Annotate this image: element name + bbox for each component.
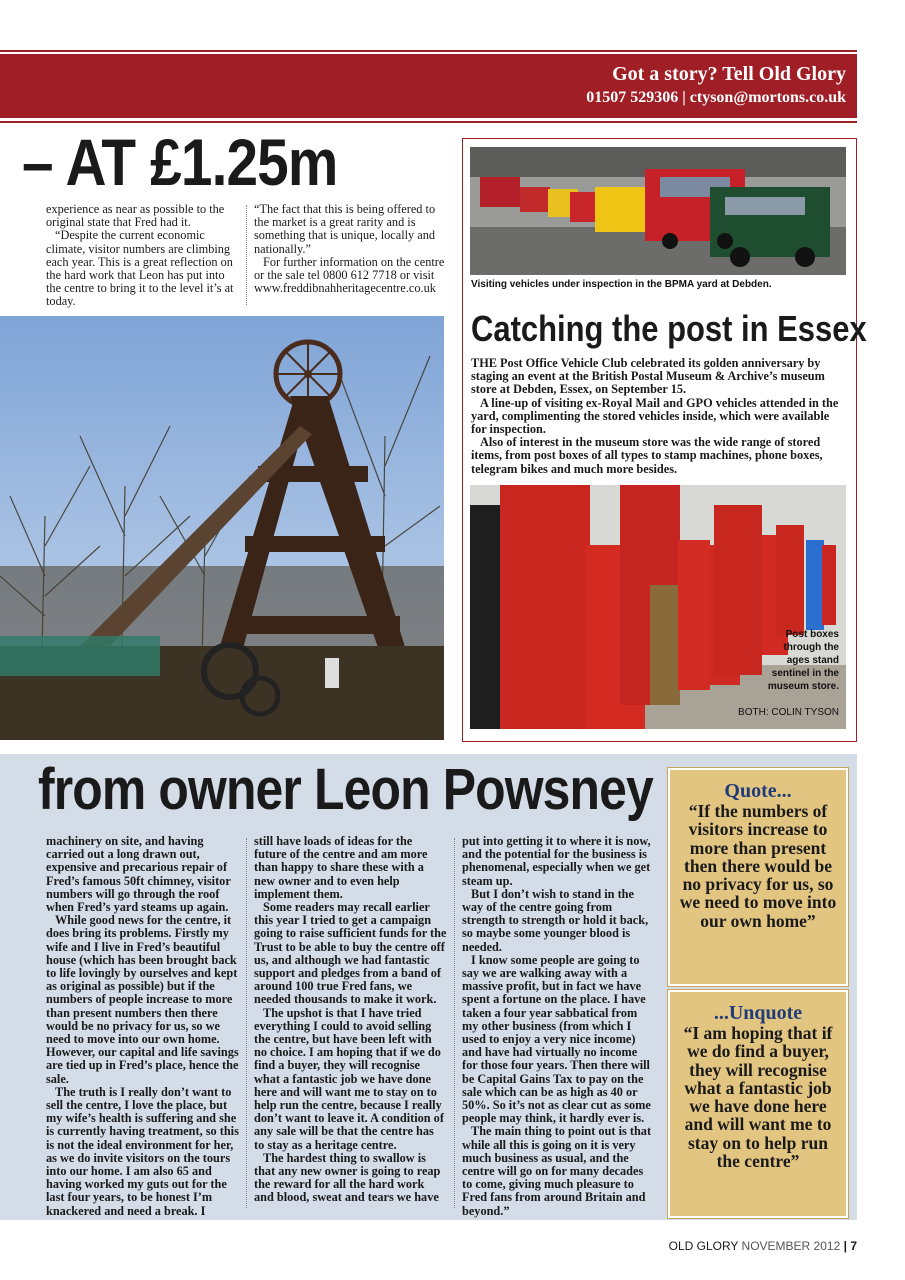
column-divider <box>246 205 247 305</box>
paragraph: machinery on site, and having carried out a long drawn out, expensive and precarious repair of Fred’s famous 50ft chimney, visitor numbers will go through the roof when Fred’s yard steams up again. <box>46 834 231 915</box>
paragraph: A line-up of visiting ex-Royal Mail and GPO vehicles attended in the yard, complimenting the stored vehicles inside, which were available for inspection. <box>471 395 839 437</box>
headline-top: – AT £1.25m <box>22 125 338 199</box>
quote-title: Quote... <box>724 780 792 802</box>
paragraph: The truth is I really don’t want to sell the centre, I love the place, but my wife’s health is suffering and she is currently having treatment, so this is not the ideal environment for her, as we do invite visitors on the tours into our home. I am also 65 and having worked my guts out for the last four years, to be honest I’m knackered and need a break. I <box>46 1084 239 1218</box>
vehicles-yard-photo <box>470 147 846 275</box>
bottom-column-2 <box>254 835 447 1205</box>
quote-text: “If the numbers of visitors increase to more than present then there would be no privacy for us, so we need to move into our own home” <box>679 801 837 931</box>
page-number: 7 <box>850 1239 857 1253</box>
issue-date: NOVEMBER 2012 <box>741 1239 841 1253</box>
essex-headline: Catching the post in Essex <box>471 308 867 349</box>
bottom-column-3 <box>462 835 652 1218</box>
paragraph: “Despite the current economic climate, visitor numbers are climbing each year. This is a great reflection on the hard work that Leon has put into the centre to bring it to the level it’s at today. <box>46 228 234 309</box>
bottom-column-1 <box>46 835 239 1218</box>
unquote-box <box>668 990 848 1218</box>
paragraph: Also of interest in the museum store was the wide range of stored items, from post boxes of all types to stamp machines, phone boxes, telegram bikes and much more besides. <box>471 435 823 476</box>
headline-bottom: from owner Leon Powsney <box>38 757 653 822</box>
postboxes-caption: Post boxes through the ages stand sentinel in the museum store. <box>767 629 839 692</box>
header-tagline: Got a story? Tell Old Glory <box>612 63 846 85</box>
top-column-1 <box>46 203 239 309</box>
paragraph: still have loads of ideas for the future of the centre and am more than happy to share these with a new owner and to even help implement them. <box>254 834 428 901</box>
photo-credit: BOTH: COLIN TYSON <box>738 707 839 718</box>
footer-separator: | <box>843 1239 847 1253</box>
paragraph: While good news for the centre, it does bring its problems. Firstly my wife and I live in Fred’s beautiful house (which has been brought back to life lovingly by ourselves and kept as original as possible) but if the numbers of people increase to more than present numbers then there would be no privacy for us, so we need to move into our own home. However, our capital and life savings are tied up in Fred’s place, hence the sale. <box>46 913 239 1086</box>
paragraph: But I don’t wish to stand in the way of the centre going from strength to strength or hold it back, so maybe some younger blood is needed. <box>462 886 649 954</box>
essex-body <box>471 357 846 476</box>
colliery-headgear-photo <box>0 316 444 740</box>
unquote-title: ...Unquote <box>713 1002 803 1024</box>
paragraph: The upshot is that I have tried everything I could to avoid selling the centre, but have been left with no choice. I am hoping that if we do find a buyer, they will recognise what a fantastic job we have done here and will want me to stay on to help run the centre, because I really don’t want to leave it. A condition of any sale will be that the centre has to stay as a heritage centre. <box>254 1005 444 1152</box>
paragraph: THE Post Office Vehicle Club celebrated its golden anniversary by staging an event at the British Postal Museum & Archive’s museum store at Debden, Essex, on September 15. <box>471 356 825 397</box>
quote-box <box>668 768 848 986</box>
paragraph: put into getting it to where it is now, and the potential for the business is phenomenal, especially when we get steam up. <box>462 834 651 888</box>
paragraph: Some readers may recall earlier this year I tried to get a campaign going to raise sufficient funds for the Trust to be able to buy the centre off us, and although we had fantastic support and pledges from a band of around 100 true Fred fans, we needed thousands to make it work. <box>254 900 447 1007</box>
paragraph: “The fact that this is being offered to the market is a great rarity and is something that is unique, locally and nationally.” <box>254 202 436 256</box>
header-contact: 01507 529306 | ctyson@mortons.co.uk <box>586 89 846 106</box>
vehicles-photo-caption: Visiting vehicles under inspection in the BPMA yard at Debden. <box>471 279 772 290</box>
paragraph: experience as near as possible to the original state that Fred had it. <box>46 202 225 230</box>
header-rule-bottom <box>0 121 857 123</box>
column-divider <box>246 838 247 1208</box>
paragraph: For further information on the centre or the sale tel 0800 612 7718 or visit www.freddibnahheritagecentre.co.uk <box>254 254 445 296</box>
paragraph: The main thing to point out is that while all this is going on it is very much business as usual, and the centre will go on for many decades to come, giving much pleasure to Fred fans from around Britain and beyond.” <box>462 1124 652 1218</box>
paragraph: The hardest thing to swallow is that any new owner is going to reap the reward for all the hard work and blood, sweat and tears we have <box>254 1150 441 1205</box>
page-footer <box>669 1239 857 1253</box>
header-rule-top <box>0 50 857 52</box>
paragraph: I know some people are going to say we are walking away with a massive profit, but in fact we have spent a fortune on the place. I have taken a four year sabbatical from my other business (from which I used to enjoy a very nice income) and have had virtually no income for those four years. Then there will be Capital Gains Tax to pay on the sale which can be as high as 40 or 50%. So it’s not as clear cut as some people may think, it hardly ever is. <box>462 952 651 1126</box>
magazine-name: OLD GLORY <box>668 1239 739 1253</box>
unquote-text: “I am hoping that if we do find a buyer, they will recognise what a fantastic job we have done here and will want me to stay on to help run the centre” <box>683 1023 833 1172</box>
column-divider <box>454 838 455 1208</box>
top-column-2 <box>254 203 447 295</box>
